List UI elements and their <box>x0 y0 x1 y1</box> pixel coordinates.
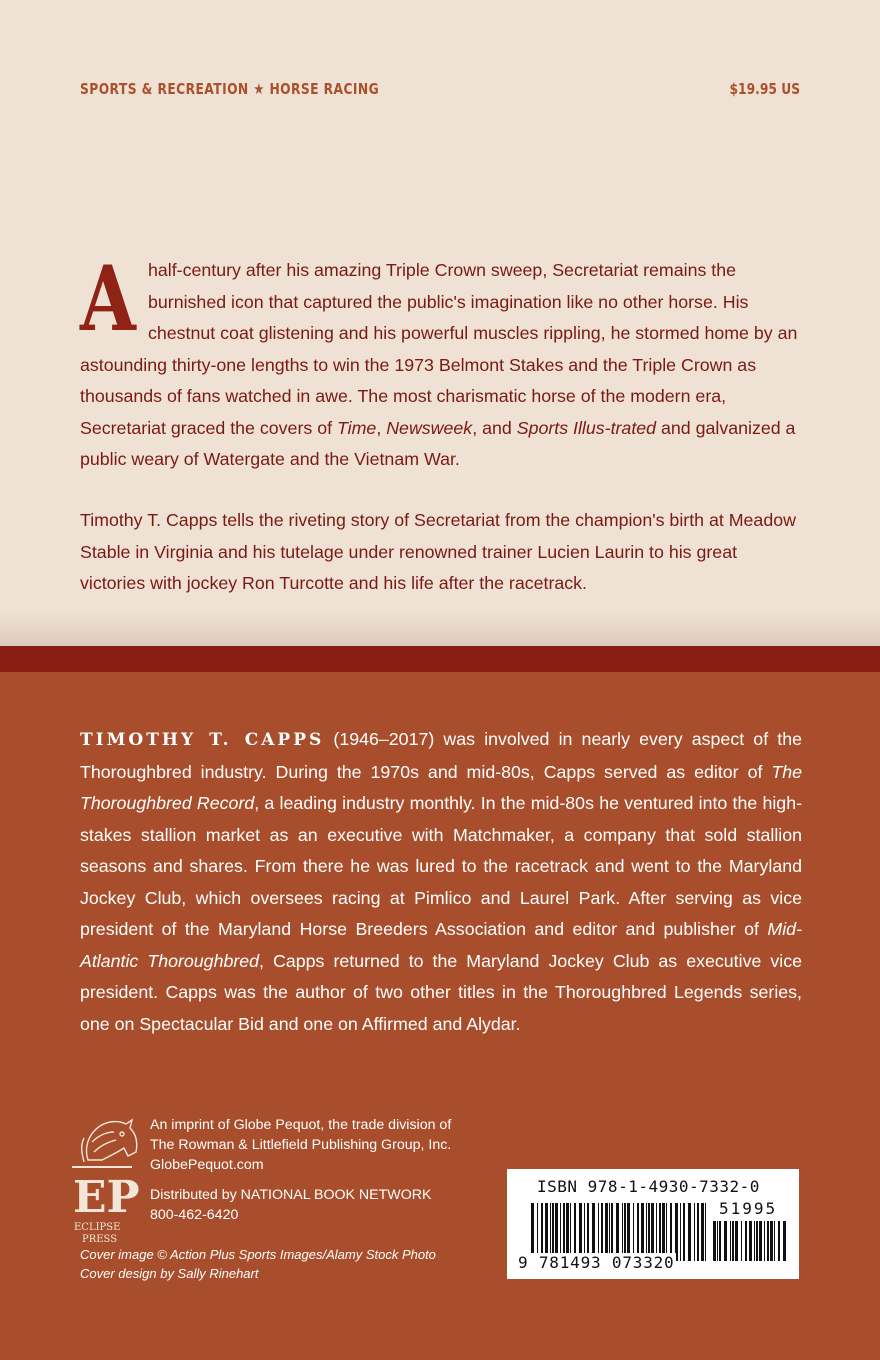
barcode-bar <box>754 1221 755 1261</box>
barcode-bar <box>694 1203 695 1261</box>
isbn-number: ISBN 978-1-4930-7332-0 <box>537 1177 760 1196</box>
category-label: SPORTS & RECREATION ★ HORSE RACING <box>80 80 380 98</box>
author-name: TIMOTHY T. CAPPS <box>80 730 325 750</box>
barcode-bar <box>778 1221 780 1261</box>
barcode-bar <box>680 1203 681 1261</box>
blurb-text: half-century after his amazing Triple Crown sweep, Secretariat remains the burnished icon that captured the public's imagination like no other horse. His chestnut coat glistening and his powerful muscles rippling, he stormed home by an astounding thirty-one lengths to win the 1973 Belmont Stakes and the Triple Crown as thousands of fans watched in awe. The most charismatic horse of the modern era, Secretariat graced the covers of <box>80 260 798 438</box>
barcode-bar <box>749 1221 752 1261</box>
drop-cap: A <box>80 246 136 352</box>
barcode-bar <box>756 1221 758 1261</box>
magazine-time: Time <box>336 417 377 438</box>
credit-line: Cover design by Sally Rinehart <box>80 1266 259 1281</box>
barcode-bar <box>770 1221 773 1261</box>
price-code-bars <box>713 1221 787 1261</box>
barcode-bar <box>713 1221 716 1261</box>
barcode-bar <box>741 1221 742 1261</box>
blurb-second-paragraph: Timothy T. Capps tells the riveting story of Secretariat from the champion's birth at Meadow Stable in Virginia and his tutelage under renowned trainer Lucien Laurin to his great victories with jockey Ron Turcotte and his life after the racetrack. <box>80 510 796 593</box>
logo-eclipse: ECLIPSE <box>74 1222 121 1233</box>
publication-title: Mid-Atlantic Thoroughbred <box>80 919 802 971</box>
separator: , <box>376 417 387 438</box>
barcode-bar <box>764 1221 765 1261</box>
bio-text: , a leading industry monthly. In the mid-80s he ventured into the high-stakes stallion market as an executive with Matchmaker, a company that sold stallion seasons and shares. From there he was lured to the racetrack and went to the Maryland Jockey Club, which oversees racing at Pimlico and Laurel Park. After serving as vice president of the Maryland Horse Breeders Association and editor and publisher of <box>80 793 803 939</box>
ean-digits: 9 781493 073320 <box>518 1253 675 1272</box>
barcode-bar <box>724 1221 727 1261</box>
price-code: 51995 <box>719 1199 778 1218</box>
author-bio <box>80 724 802 1040</box>
barcode-bar <box>730 1221 731 1261</box>
publication-title: The Thoroughbred Record <box>80 761 802 813</box>
imprint-line: The Rowman & Littlefield Publishing Group, Inc. <box>150 1137 452 1153</box>
barcode-bar <box>745 1221 747 1261</box>
magazine-sports-illustrated: Sports Illus-trated <box>516 417 657 438</box>
imprint-info <box>150 1115 510 1225</box>
imprint-line: An imprint of Globe Pequot, the trade division of <box>150 1117 452 1133</box>
distributor-line: Distributed by NATIONAL BOOK NETWORK <box>150 1187 432 1203</box>
barcode-bar <box>732 1221 734 1261</box>
logo-press: PRESS <box>82 1234 118 1245</box>
barcode-bar <box>701 1203 704 1261</box>
phone-number: 800-462-6420 <box>150 1207 239 1223</box>
barcode-bar <box>774 1221 775 1261</box>
barcode-bar <box>759 1221 762 1261</box>
blurb-paragraph <box>80 246 800 476</box>
barcode-bar <box>688 1203 691 1261</box>
barcode-bar <box>697 1203 699 1261</box>
barcode-bar <box>719 1221 721 1261</box>
barcode-bar <box>717 1221 718 1261</box>
logo-monogram: EP <box>73 1172 140 1223</box>
isbn-barcode <box>507 1169 799 1279</box>
price-label: $19.95 US <box>729 80 800 98</box>
barcode-bar <box>735 1221 738 1261</box>
barcode-bar <box>683 1203 685 1261</box>
barcode-bar <box>783 1221 786 1261</box>
red-divider-band <box>0 646 880 672</box>
barcode-bar <box>705 1203 706 1261</box>
magazine-newsweek: Newsweek <box>386 417 473 438</box>
cover-credits <box>80 1245 436 1283</box>
barcode-bar <box>767 1221 769 1261</box>
website-link[interactable]: GlobePequot.com <box>150 1157 264 1173</box>
eclipse-press-logo <box>70 1112 142 1262</box>
bio-text: (1946–2017) was involved in nearly every aspect of the Thoroughbred industry. During the 1970s and mid-80s, Capps served as editor of <box>80 729 802 782</box>
blurb-text-end: and galvanized a public weary of Watergate and the Vietnam War. <box>80 417 796 469</box>
separator: , and <box>472 417 517 438</box>
credit-line: Cover image © Action Plus Sports Images/Alamy Stock Photo <box>80 1247 436 1262</box>
bio-text: , Capps returned to the Maryland Jockey Club as executive vice president. Capps was the author of two other titles in the Thoroughbred Legends series, one on Spectacular Bid and one on Affirmed and Alydar. <box>80 950 802 1034</box>
panel-shadow <box>0 612 880 646</box>
